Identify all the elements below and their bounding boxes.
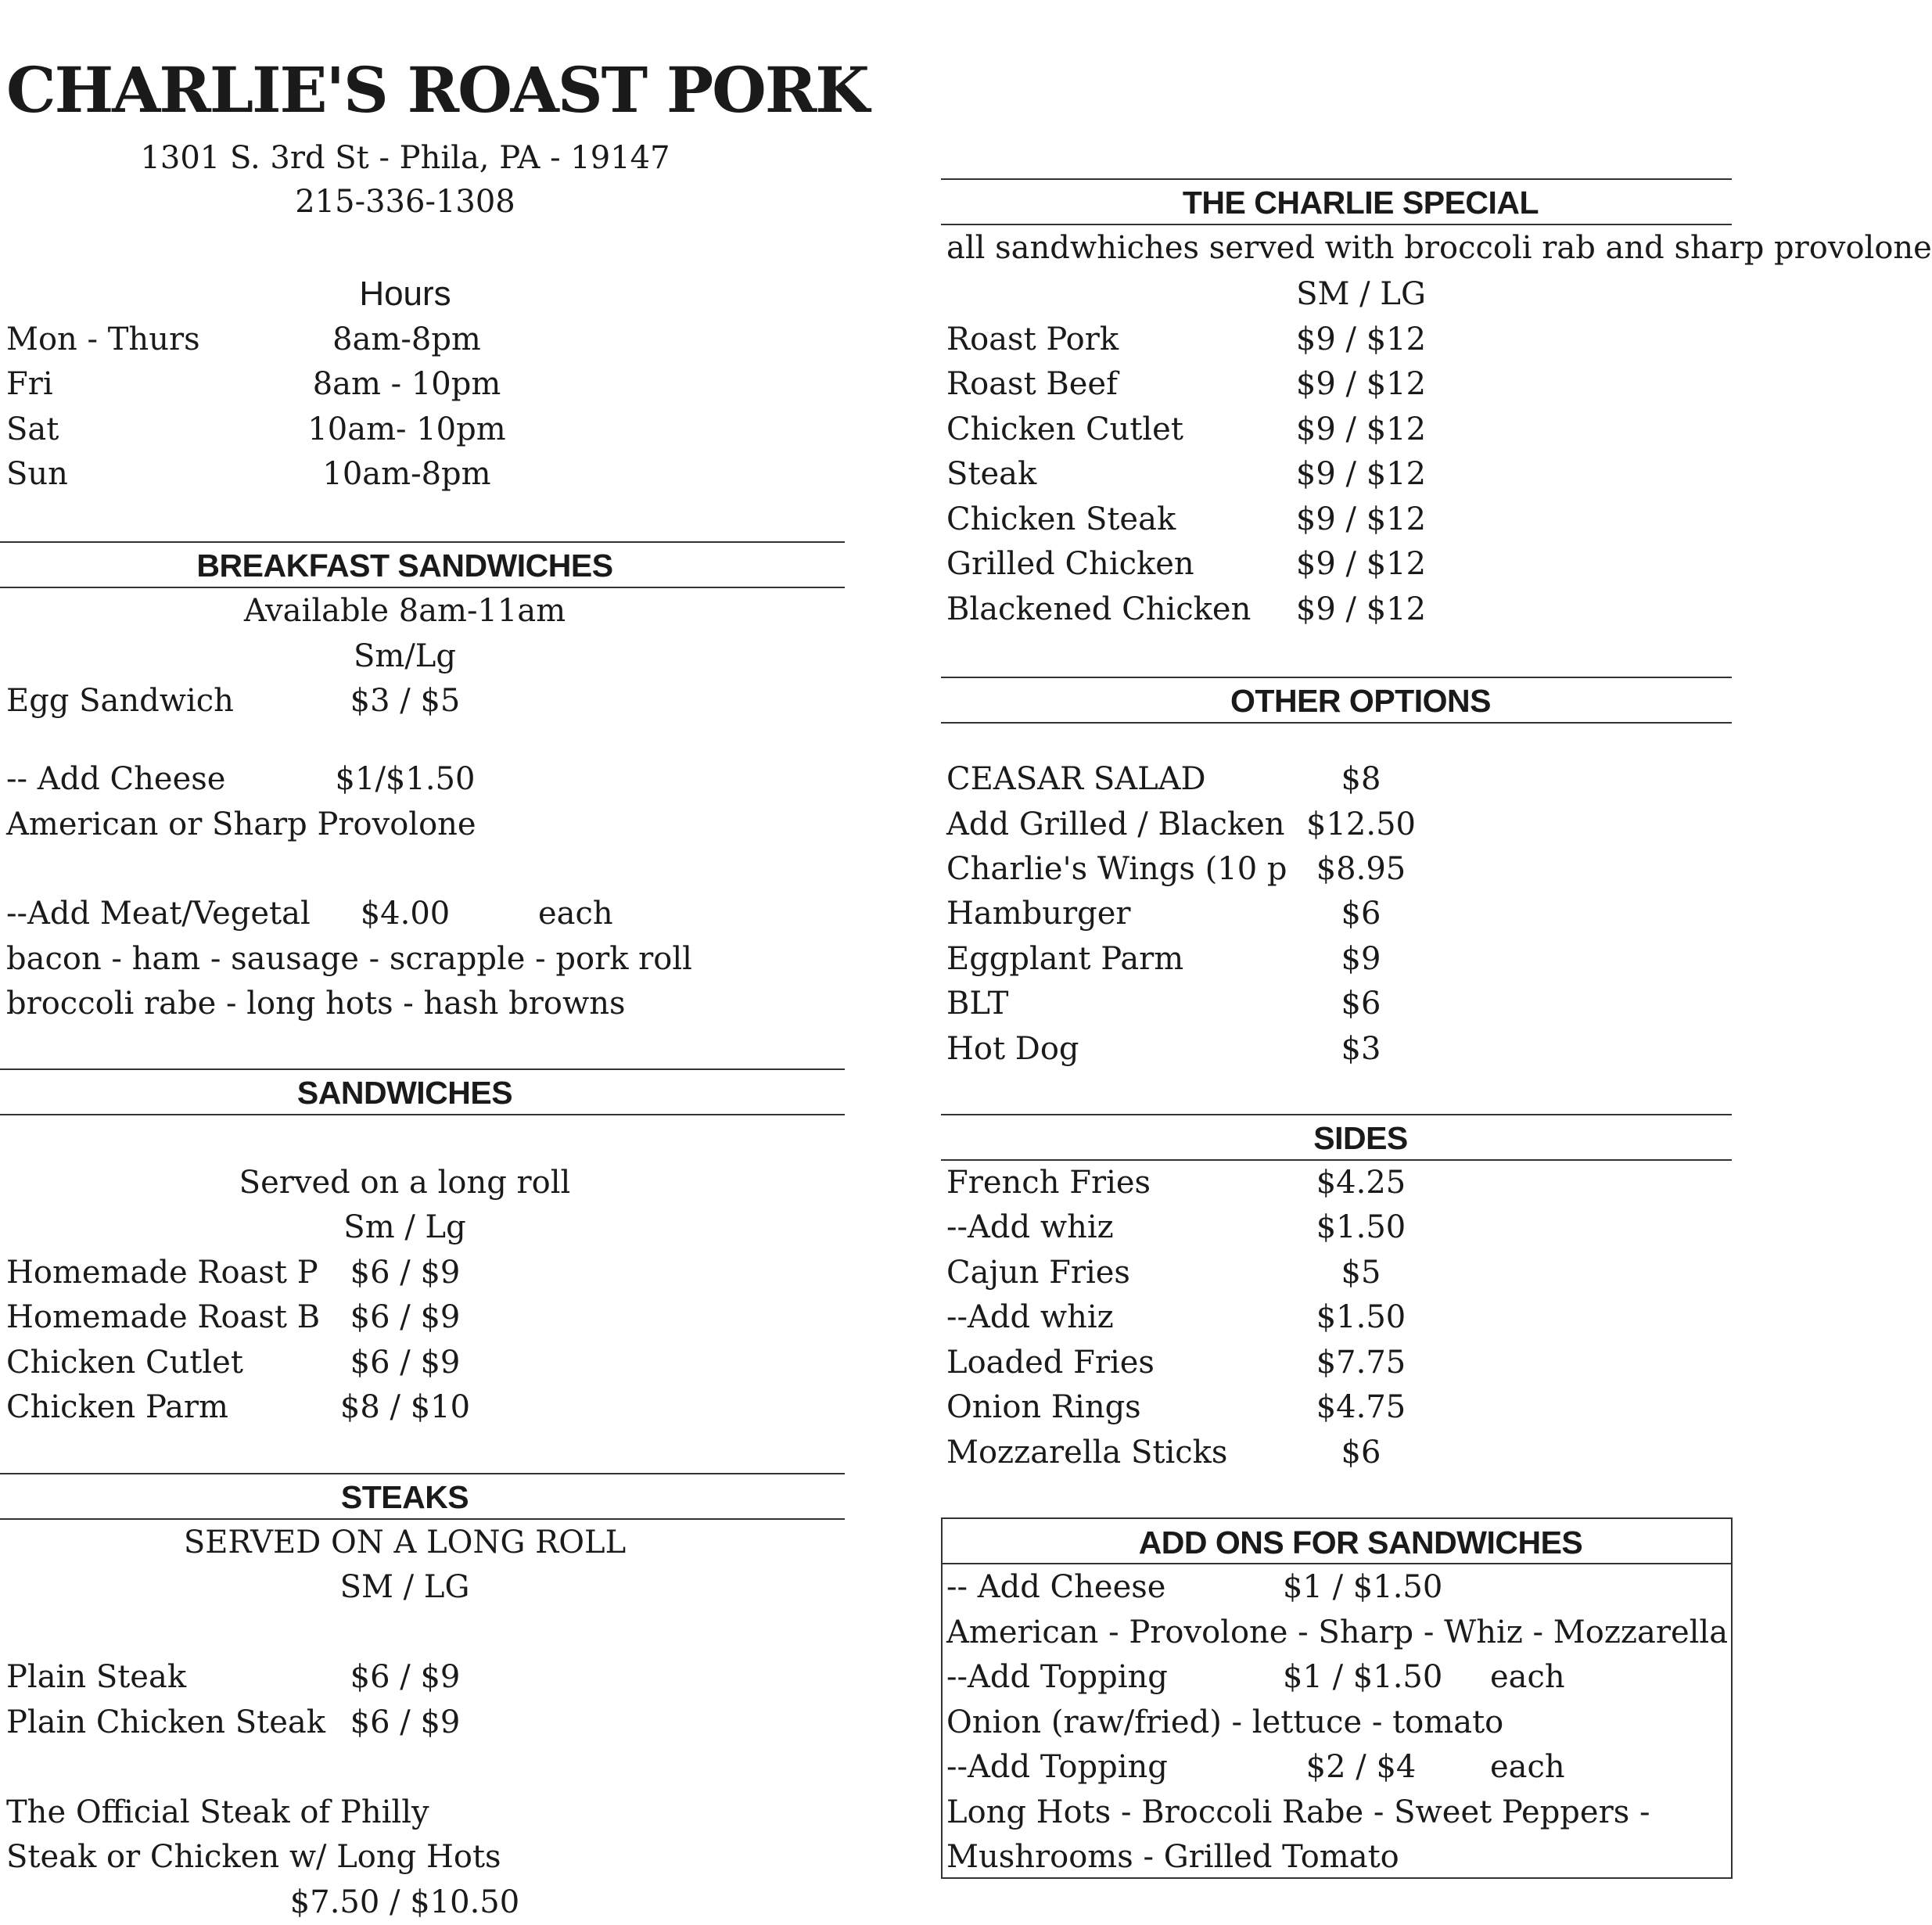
meat-options: broccoli rabe - long hots - hash browns xyxy=(6,986,626,1022)
menu-item-price: $1.50 xyxy=(1316,1209,1406,1245)
steaks-size-label: SM / LG xyxy=(339,1569,470,1605)
menu-item-name: Add Grilled / Blacken xyxy=(946,806,1285,842)
hours-time: 8am - 10pm xyxy=(312,366,501,402)
section-divider xyxy=(0,1114,845,1115)
menu-item-price: $6 xyxy=(1341,986,1381,1022)
menu-item-price: $9 / $12 xyxy=(1295,591,1427,627)
menu-item-price: $4.25 xyxy=(1316,1165,1406,1201)
steaks-subtitle: SERVED ON A LONG ROLL xyxy=(183,1525,627,1560)
other-title: OTHER OPTIONS xyxy=(1230,683,1491,719)
section-divider xyxy=(941,722,1732,724)
meat-options: bacon - ham - sausage - scrapple - pork roll xyxy=(6,941,692,977)
addon-topping-unit: each xyxy=(1490,1659,1565,1695)
hours-time: 10am-8pm xyxy=(322,456,491,492)
addon-cheese-price: $1 / $1.50 xyxy=(1283,1569,1443,1605)
menu-item-price: $6 / $9 xyxy=(350,1704,461,1740)
menu-item-price: $5 xyxy=(1341,1255,1381,1291)
hours-day: Mon - Thurs xyxy=(6,321,200,357)
add-meat-label: --Add Meat/Vegetal xyxy=(6,896,311,932)
menu-item-name: --Add whiz xyxy=(946,1299,1114,1335)
official-steak-line: The Official Steak of Philly xyxy=(6,1794,429,1830)
official-steak-price: $7.50 / $10.50 xyxy=(289,1884,520,1920)
menu-item-price: $12.50 xyxy=(1306,806,1416,842)
addon-cheese-options: American - Provolone - Sharp - Whiz - Mozzarella xyxy=(946,1614,1729,1650)
menu-item-name: Eggplant Parm xyxy=(946,941,1184,977)
menu-item-name: Roast Beef xyxy=(946,366,1118,402)
menu-item-name: --Add whiz xyxy=(946,1209,1114,1245)
addons-title: ADD ONS FOR SANDWICHES xyxy=(1138,1525,1583,1560)
hours-day: Fri xyxy=(6,366,53,402)
menu-item-price: $6 xyxy=(1341,1435,1381,1471)
menu-item-price: $9 / $12 xyxy=(1295,501,1427,537)
official-steak-line: Steak or Chicken w/ Long Hots xyxy=(6,1839,501,1875)
menu-item-name: Grilled Chicken xyxy=(946,546,1194,582)
addon-topping-options: Onion (raw/fried) - lettuce - tomato xyxy=(946,1704,1504,1740)
sandwiches-size-label: Sm / Lg xyxy=(343,1209,466,1245)
menu-item-name: Chicken Cutlet xyxy=(6,1345,243,1381)
addon-cheese-label: -- Add Cheese xyxy=(946,1569,1166,1605)
menu-item-name: Cajun Fries xyxy=(946,1255,1130,1291)
special-size-label: SM / LG xyxy=(1296,276,1426,312)
restaurant-address: 1301 S. 3rd St - Phila, PA - 19147 xyxy=(140,140,670,176)
menu-item-price: $3 xyxy=(1341,1031,1381,1067)
addon-topping-label: --Add Topping xyxy=(946,1659,1168,1695)
menu-item-name: Chicken Cutlet xyxy=(946,411,1183,447)
menu-item-name: Chicken Parm xyxy=(6,1389,228,1425)
hours-title: Hours xyxy=(359,275,451,313)
menu-item-price: $8.95 xyxy=(1316,851,1406,887)
add-cheese-label: -- Add Cheese xyxy=(6,761,226,797)
menu-item-name: Homemade Roast B xyxy=(6,1299,321,1335)
menu-item-price: $9 / $12 xyxy=(1295,366,1427,402)
menu-item-price: $8 xyxy=(1341,761,1381,797)
menu-item-name: Blackened Chicken xyxy=(946,591,1251,627)
menu-item-name: Steak xyxy=(946,456,1037,492)
add-cheese-price: $1/$1.50 xyxy=(335,761,476,797)
menu-item-price: $6 / $9 xyxy=(350,1659,461,1695)
menu-item-name: Onion Rings xyxy=(946,1389,1141,1425)
addon-topping-options: Long Hots - Broccoli Rabe - Sweet Peppers - xyxy=(946,1794,1650,1830)
menu-item-price: $9 / $12 xyxy=(1295,321,1427,357)
menu-item-price: $7.75 xyxy=(1316,1345,1406,1381)
addon-topping-label: --Add Topping xyxy=(946,1749,1168,1785)
menu-item-name: Homemade Roast P xyxy=(6,1255,318,1291)
hours-time: 8am-8pm xyxy=(332,321,481,357)
addon-topping-options: Mushrooms - Grilled Tomato xyxy=(946,1839,1399,1875)
menu-item-name: Mozzarella Sticks xyxy=(946,1435,1228,1471)
addon-topping-price: $1 / $1.50 xyxy=(1283,1659,1443,1695)
add-meat-unit: each xyxy=(538,896,613,932)
special-note: all sandwhiches served with broccoli rab and sharp provolone xyxy=(946,230,1932,266)
sides-title: SIDES xyxy=(1313,1120,1408,1156)
menu-item-name: BLT xyxy=(946,986,1009,1022)
menu-item-name: Plain Chicken Steak xyxy=(6,1704,326,1740)
breakfast-availability: Available 8am-11am xyxy=(243,593,566,629)
menu-item-name: CEASAR SALAD xyxy=(946,761,1206,797)
menu-item-name: Chicken Steak xyxy=(946,501,1176,537)
steaks-title: STEAKS xyxy=(340,1479,469,1515)
breakfast-title: BREAKFAST SANDWICHES xyxy=(196,548,613,584)
hours-day: Sun xyxy=(6,456,68,492)
menu-item-name: French Fries xyxy=(946,1165,1151,1201)
restaurant-name: CHARLIE'S ROAST PORK xyxy=(6,53,868,127)
restaurant-phone: 215-336-1308 xyxy=(295,184,515,220)
addon-topping-unit: each xyxy=(1490,1749,1565,1785)
menu-item-name: Plain Steak xyxy=(6,1659,187,1695)
menu-item-price: $9 / $12 xyxy=(1295,411,1427,447)
menu-item-name: Roast Pork xyxy=(946,321,1119,357)
hours-time: 10am- 10pm xyxy=(307,411,506,447)
add-meat-price: $4.00 xyxy=(360,896,451,932)
menu-item-price: $9 xyxy=(1341,941,1381,977)
addon-topping-price: $2 / $4 xyxy=(1305,1749,1417,1785)
menu-item-price: $6 / $9 xyxy=(350,1255,461,1291)
menu-item-name: Charlie's Wings (10 p xyxy=(946,851,1287,887)
menu-item-price: $1.50 xyxy=(1316,1299,1406,1335)
menu-item-price: $9 / $12 xyxy=(1295,456,1427,492)
breakfast-size-label: Sm/Lg xyxy=(354,638,456,674)
menu-item-price: $4.75 xyxy=(1316,1389,1406,1425)
menu-item-name: Hamburger xyxy=(946,896,1131,932)
special-title: THE CHARLIE SPECIAL xyxy=(1182,185,1539,221)
cheese-options: American or Sharp Provolone xyxy=(6,806,476,842)
breakfast-item-price: $3 / $5 xyxy=(350,683,461,719)
hours-day: Sat xyxy=(6,411,59,447)
menu-item-price: $6 / $9 xyxy=(350,1345,461,1381)
sandwiches-subtitle: Served on a long roll xyxy=(239,1165,571,1201)
menu-item-price: $6 / $9 xyxy=(350,1299,461,1335)
menu-item-price: $8 / $10 xyxy=(339,1389,471,1425)
menu-item-price: $6 xyxy=(1341,896,1381,932)
menu-item-price: $9 / $12 xyxy=(1295,546,1427,582)
menu-item-name: Hot Dog xyxy=(946,1031,1079,1067)
breakfast-item-name: Egg Sandwich xyxy=(6,683,234,719)
sandwiches-title: SANDWICHES xyxy=(296,1075,513,1111)
menu-item-name: Loaded Fries xyxy=(946,1345,1155,1381)
